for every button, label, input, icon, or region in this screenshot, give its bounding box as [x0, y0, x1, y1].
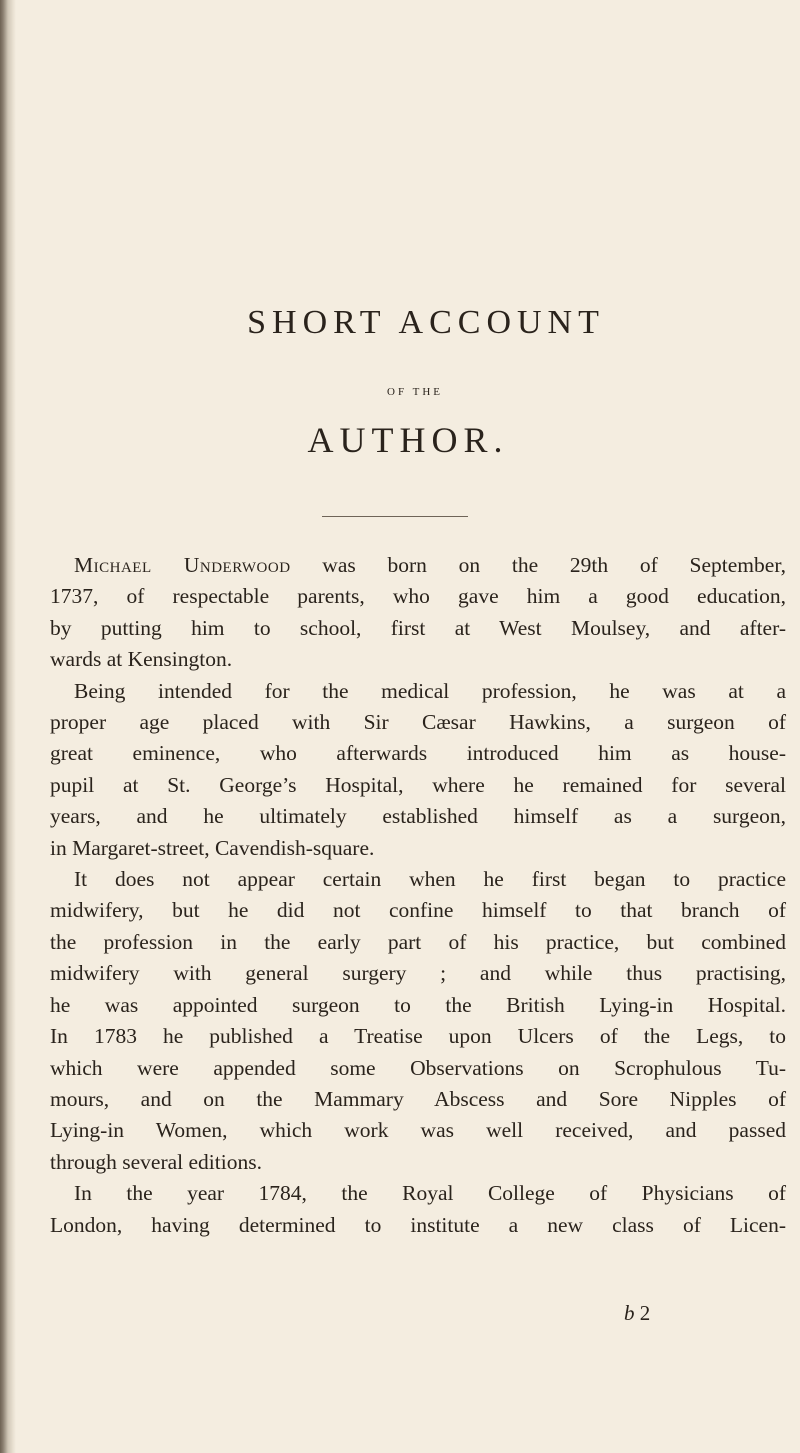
text-line: in Margaret-street, Cavendish-square. [50, 835, 375, 860]
text-line: midwifery with general surgery ; and while thus practising, [50, 961, 786, 986]
signature-letter: b [624, 1301, 635, 1325]
text-line: years, and he ultimately established himself as a surgeon, [50, 804, 786, 829]
author-name: Michael Underwood [74, 553, 291, 577]
text-line [50, 550, 786, 581]
text-line: wards at Kensington. [50, 647, 233, 672]
text-line: It does not appear certain when he first began to practice [74, 867, 786, 892]
page-title: SHORT ACCOUNT [247, 304, 605, 341]
text-line: Lying-in Women, which work was well received, and passed [50, 1118, 786, 1143]
text-line: midwifery, but he did not confine himself to that branch of [50, 898, 786, 923]
text-line: through several editions. [50, 1149, 262, 1174]
text-segment: was born on the 29th of September, [290, 553, 786, 577]
text-line: 1737, of respectable parents, who gave him a good education, [50, 584, 786, 609]
text-line: pupil at St. George’s Hospital, where he remained for several [50, 772, 786, 797]
signature-mark [624, 1301, 650, 1326]
page-subtitle: AUTHOR. [307, 420, 509, 460]
text-line: London, having determined to institute a new class of Licen- [50, 1212, 786, 1237]
title-divider [322, 516, 468, 517]
text-line: which were appended some Observations on Scrophulous Tu- [50, 1055, 786, 1080]
text-line: proper age placed with Sir Cæsar Hawkins, a surgeon of [50, 710, 786, 735]
signature-number: 2 [639, 1301, 651, 1325]
body-text [50, 550, 786, 1241]
text-line: by putting him to school, first at West Moulsey, and after- [50, 615, 786, 640]
title-connector: OF THE [387, 386, 443, 398]
text-line: he was appointed surgeon to the British Lying-in Hospital. [50, 992, 786, 1017]
text-line: Being intended for the medical profession, he was at a [74, 678, 786, 703]
text-line: In 1783 he published a Treatise upon Ulcers of the Legs, to [50, 1024, 786, 1049]
text-line: mours, and on the Mammary Abscess and Sore Nipples of [50, 1086, 786, 1111]
text-line: In the year 1784, the Royal College of Physicians of [74, 1181, 786, 1206]
text-line: the profession in the early part of his practice, but combined [50, 929, 786, 954]
text-line: great eminence, who afterwards introduced him as house- [50, 741, 786, 766]
